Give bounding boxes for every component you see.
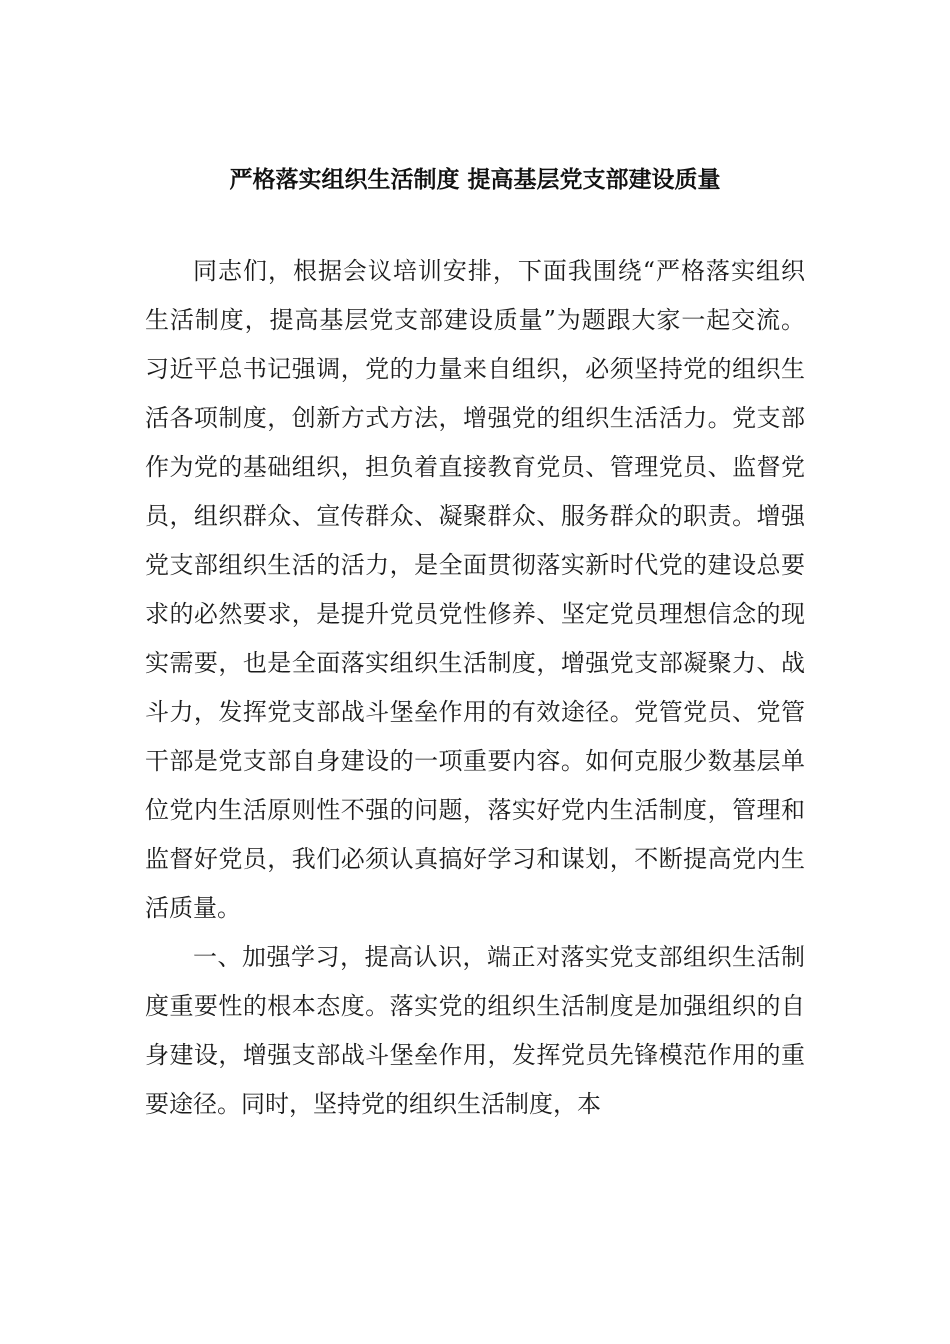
document-body [145, 247, 805, 1129]
body-paragraph-intro: 同志们，根据会议培训安排，下面我围绕“严格落实组织生活制度，提高基层党支部建设质量”为题跟大家一起交流。习近平总书记强调，党的力量来自组织，必须坚持党的组织生活各项制度，创新方式方法，增强党的组织生活活力。党支部作为党的基础组织，担负着直接教育党员、管理党员、监督党员，组织群众、宣传群众、凝聚群众、服务群众的职责。增强党支部组织生活的活力，是全面贯彻落实新时代党的建设总要求的必然要求，是提升党员党性修养、坚定党员理想信念的现实需要，也是全面落实组织生活制度，增强党支部凝聚力、战斗力，发挥党支部战斗堡垒作用的有效途径。党管党员、党管干部是党支部自身建设的一项重要内容。如何克服少数基层单位党内生活原则性不强的问题，落实好党内生活制度，管理和监督好党员，我们必须认真搞好学习和谋划，不断提高党内生活质量。 [145, 257, 805, 922]
document-title: 严格落实组织生活制度 提高基层党支部建设质量 [229, 166, 721, 193]
body-paragraph-section-one: 一、加强学习，提高认识，端正对落实党支部组织生活制度重要性的根本态度。落实党的组织生活制度是加强组织的自身建设，增强支部战斗堡垒作用，发挥党员先锋模范作用的重要途径。同时，坚持党的组织生活制度，本 [145, 943, 805, 1118]
